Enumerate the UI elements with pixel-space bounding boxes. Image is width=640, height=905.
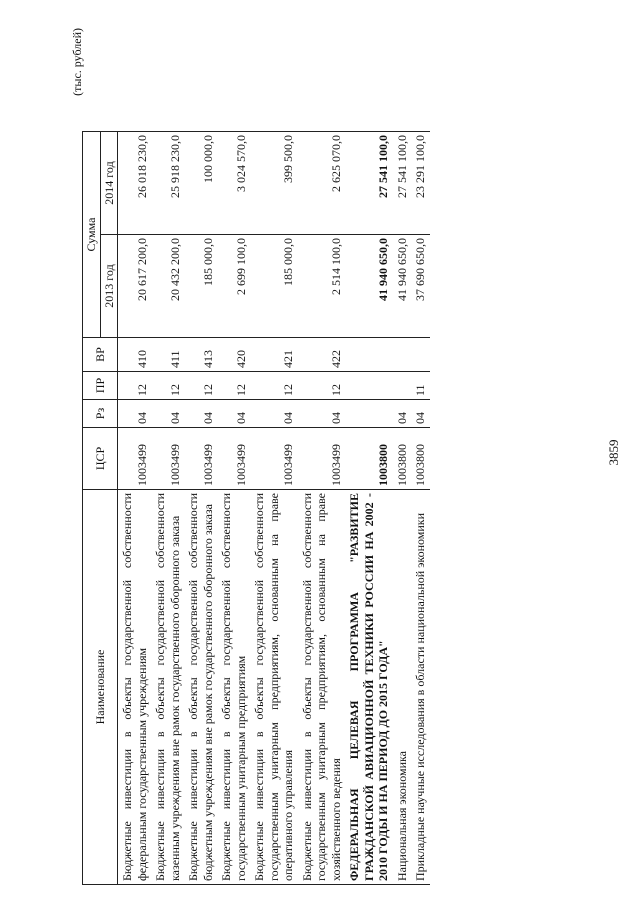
row-vr: 413	[184, 338, 217, 372]
row-2014: 399 500,0	[250, 132, 298, 235]
table-row	[151, 132, 184, 885]
header-rz: Рз	[83, 400, 118, 428]
row-2013: 185 000,0	[184, 235, 217, 338]
row-vr: 421	[250, 338, 298, 372]
row-pr: 12	[298, 372, 346, 400]
row-2014: 26 018 230,0	[118, 132, 152, 235]
row-rz	[345, 400, 393, 428]
row-vr: 420	[217, 338, 250, 372]
row-csr: 1003800	[345, 428, 393, 490]
row-csr: 1003800	[411, 428, 430, 490]
row-2014: 27 541 100,0	[345, 132, 393, 235]
row-rz: 04	[118, 400, 152, 428]
row-pr: 12	[184, 372, 217, 400]
row-csr: 1003800	[393, 428, 412, 490]
header-2014: 2014 год	[100, 132, 118, 235]
units-label: (тыс. рублей)	[70, 28, 84, 96]
row-pr	[393, 372, 412, 400]
row-name: Бюджетные инвестиции в объекты государственной собственности государственным унитарным предприятиям	[217, 490, 250, 885]
row-2014: 25 918 230,0	[151, 132, 184, 235]
row-pr: 12	[151, 372, 184, 400]
row-rz: 04	[298, 400, 346, 428]
row-2014: 100 000,0	[184, 132, 217, 235]
row-2014: 3 024 570,0	[217, 132, 250, 235]
row-pr: 12	[217, 372, 250, 400]
row-vr	[393, 338, 412, 372]
header-sum: Сумма	[83, 132, 101, 338]
table-row	[411, 132, 430, 885]
row-rz: 04	[411, 400, 430, 428]
row-2013: 41 940 650,0	[393, 235, 412, 338]
row-csr: 1003499	[250, 428, 298, 490]
table-row	[345, 132, 393, 885]
row-name: Бюджетные инвестиции в объекты государственной собственности казенным учреждениям вне рамок государственного оборонного заказа	[151, 490, 184, 885]
row-name: Национальная экономика	[393, 490, 412, 885]
row-name: Бюджетные инвестиции в объекты государственной собственности государственным унитарным предприятиям, основанным на праве оперативного управления	[250, 490, 298, 885]
header-name: Наименование	[83, 490, 118, 885]
row-vr: 422	[298, 338, 346, 372]
row-2013: 20 432 200,0	[151, 235, 184, 338]
row-name: ФЕДЕРАЛЬНАЯ ЦЕЛЕВАЯ ПРОГРАММА "РАЗВИТИЕ ГРАЖДАНСКОЙ АВИАЦИОННОЙ ТЕХНИКИ РОССИИ НА 2002 - 2010 ГОДЫ И НА ПЕРИОД ДО 2015 ГОДА"	[345, 490, 393, 885]
row-name: Прикладные научные исследования в области национальной экономики	[411, 490, 430, 885]
row-vr	[411, 338, 430, 372]
row-vr: 410	[118, 338, 152, 372]
row-2014: 2 625 070,0	[298, 132, 346, 235]
row-2013: 37 690 650,0	[411, 235, 430, 338]
row-rz: 04	[393, 400, 412, 428]
row-name: Бюджетные инвестиции в объекты государственной собственности государственным унитарным предприятиям, основанным на праве хозяйственного ведения	[298, 490, 346, 885]
row-pr: 12	[118, 372, 152, 400]
row-2014: 27 541 100,0	[393, 132, 412, 235]
row-csr: 1003499	[151, 428, 184, 490]
row-2014: 23 291 100,0	[411, 132, 430, 235]
header-vr: ВР	[83, 338, 118, 372]
row-rz: 04	[151, 400, 184, 428]
row-rz: 04	[184, 400, 217, 428]
row-2013: 41 940 650,0	[345, 235, 393, 338]
row-2013: 20 617 200,0	[118, 235, 152, 338]
table-row	[217, 132, 250, 885]
table-row	[393, 132, 412, 885]
row-rz: 04	[250, 400, 298, 428]
row-name: Бюджетные инвестиции в объекты государственной собственности федеральным государственным учреждениям	[118, 490, 152, 885]
row-pr	[345, 372, 393, 400]
row-csr: 1003499	[118, 428, 152, 490]
row-2013: 2 699 100,0	[217, 235, 250, 338]
table-row	[118, 132, 152, 885]
page-number: 3859	[606, 439, 621, 466]
row-pr: 11	[411, 372, 430, 400]
row-csr: 1003499	[184, 428, 217, 490]
row-csr: 1003499	[298, 428, 346, 490]
table-row	[298, 132, 346, 885]
row-pr: 12	[250, 372, 298, 400]
table-row	[184, 132, 217, 885]
row-2013: 2 514 100,0	[298, 235, 346, 338]
row-vr	[345, 338, 393, 372]
header-pr: ПР	[83, 372, 118, 400]
header-2013: 2013 год	[100, 235, 118, 338]
row-csr: 1003499	[217, 428, 250, 490]
header-csr: ЦСР	[83, 428, 118, 490]
budget-table	[82, 131, 430, 885]
row-rz: 04	[217, 400, 250, 428]
table-row	[250, 132, 298, 885]
row-2013: 185 000,0	[250, 235, 298, 338]
row-vr: 411	[151, 338, 184, 372]
row-name: Бюджетные инвестиции в объекты государственной собственности бюджетным учреждениям вне рамок государственного оборонного заказа	[184, 490, 217, 885]
